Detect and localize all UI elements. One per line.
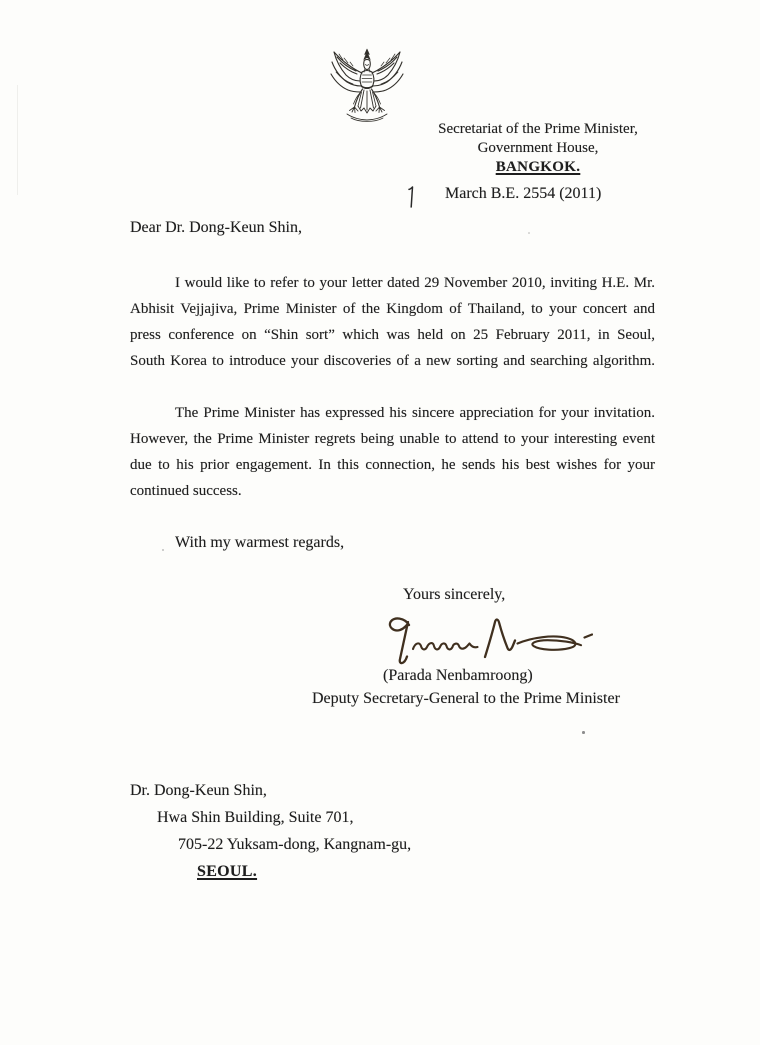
body-paragraph-1-line-2: Abhisit Vejjajiva, Prime Minister of the Kingdom of Thailand, to your concert and (130, 301, 655, 317)
letterhead (388, 120, 688, 177)
body-paragraph-2 (130, 400, 655, 504)
body-paragraph-1-line-3: press conference on “Shin sort” which was held on 25 February 2011, in Seoul, (130, 327, 655, 343)
letterhead-office: Secretariat of the Prime Minister, (438, 121, 638, 137)
recipient-address-line-3: 705-22 Yuksam-dong, Kangnam-gu, (178, 836, 412, 853)
body-paragraph-2-line-1: The Prime Minister has expressed his sincere appreciation for your invitation. (175, 405, 655, 421)
recipient-address-line-2: Hwa Shin Building, Suite 701, (157, 809, 354, 826)
garuda-emblem-icon (327, 48, 407, 130)
scan-speck (528, 232, 530, 234)
body-paragraph-2-line-4: continued success. (130, 483, 242, 499)
closing-line: With my warmest regards, (175, 534, 345, 551)
scan-speck (162, 549, 164, 551)
letterhead-city: BANGKOK. (495, 159, 581, 175)
signer-name: (Parada Nenbamroong) (383, 667, 533, 684)
body-paragraph-1-line-4: South Korea to introduce your discoveries of a new sorting and searching algorithm. (130, 353, 655, 369)
salutation: Dear Dr. Dong-Keun Shin, (130, 219, 302, 236)
handwritten-day-mark (406, 185, 418, 209)
signer-title: Deputy Secretary-General to the Prime Minister (312, 690, 620, 707)
recipient-address (130, 777, 411, 885)
handwritten-signature (381, 615, 593, 669)
body-paragraph-2-line-3: due to his prior engagement. In this connection, he sends his best wishes for your (130, 457, 655, 473)
date-line: March B.E. 2554 (2011) (445, 185, 602, 202)
recipient-address-line-4: SEOUL. (197, 863, 258, 880)
letterhead-building: Government House, (477, 140, 599, 156)
valediction: Yours sincerely, (403, 586, 506, 603)
body-paragraph-1-line-1: I would like to refer to your letter dated 29 November 2010, inviting H.E. Mr. (175, 275, 655, 291)
scan-speck (582, 731, 585, 734)
recipient-address-line-1: Dr. Dong-Keun Shin, (130, 782, 267, 799)
body-paragraph-1 (130, 270, 655, 374)
body-paragraph-2-line-2: However, the Prime Minister regrets being unable to attend to your interesting event (130, 431, 655, 447)
scan-edge-artifact (17, 85, 18, 195)
